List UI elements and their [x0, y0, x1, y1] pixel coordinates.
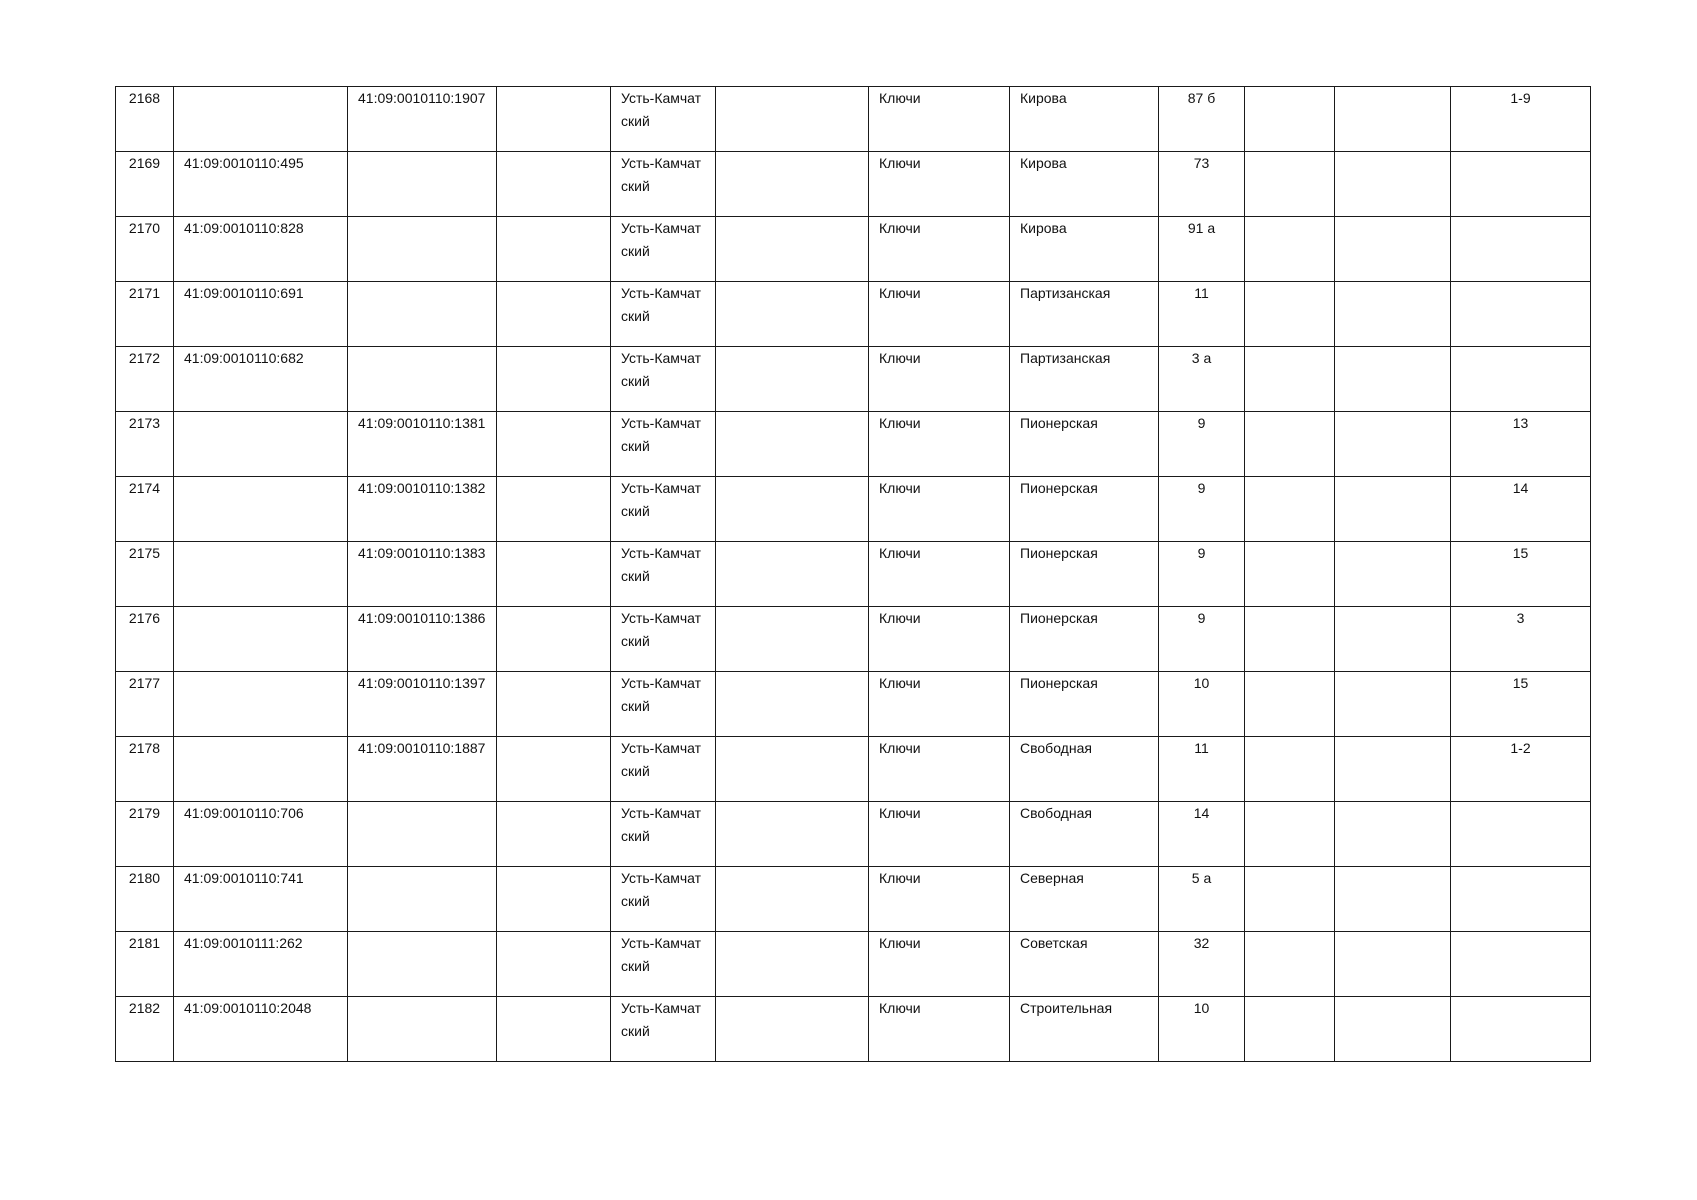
street-cell: Партизанская	[1010, 282, 1159, 347]
empty-cell	[716, 672, 869, 737]
table-row	[116, 997, 1591, 1062]
empty-cell	[1335, 867, 1451, 932]
empty-cell	[1245, 737, 1335, 802]
empty-cell	[1245, 412, 1335, 477]
settlement-cell: Ключи	[869, 997, 1010, 1062]
settlement-cell: Ключи	[869, 477, 1010, 542]
settlement-cell: Ключи	[869, 867, 1010, 932]
apartment-cell	[1451, 932, 1591, 997]
row-number-cell: 2171	[116, 282, 174, 347]
apartment-cell: 15	[1451, 542, 1591, 607]
district-cell: Усть-Камчатский	[611, 932, 716, 997]
cadastral-number-premises-cell	[348, 802, 497, 867]
cadastral-number-premises-cell: 41:09:0010110:1397	[348, 672, 497, 737]
cadastral-number-cell	[174, 607, 348, 672]
street-cell: Кирова	[1010, 217, 1159, 282]
apartment-cell: 1-9	[1451, 87, 1591, 152]
house-number-cell: 9	[1159, 412, 1245, 477]
house-number-cell: 10	[1159, 997, 1245, 1062]
cadastral-number-premises-cell	[348, 867, 497, 932]
house-number-cell: 32	[1159, 932, 1245, 997]
street-cell: Партизанская	[1010, 347, 1159, 412]
apartment-cell	[1451, 802, 1591, 867]
cadastral-number-premises-cell: 41:09:0010110:1887	[348, 737, 497, 802]
street-cell: Пионерская	[1010, 672, 1159, 737]
empty-cell	[1245, 477, 1335, 542]
empty-cell	[1335, 932, 1451, 997]
table-row	[116, 477, 1591, 542]
apartment-cell	[1451, 997, 1591, 1062]
table-row	[116, 542, 1591, 607]
empty-cell	[1335, 802, 1451, 867]
empty-cell	[716, 347, 869, 412]
house-number-cell: 11	[1159, 282, 1245, 347]
cadastral-number-cell	[174, 87, 348, 152]
empty-cell	[716, 867, 869, 932]
empty-cell	[497, 282, 611, 347]
settlement-cell: Ключи	[869, 217, 1010, 282]
district-cell: Усть-Камчатский	[611, 542, 716, 607]
empty-cell	[716, 282, 869, 347]
district-cell: Усть-Камчатский	[611, 217, 716, 282]
settlement-cell: Ключи	[869, 282, 1010, 347]
district-cell: Усть-Камчатский	[611, 412, 716, 477]
cadastral-number-premises-cell	[348, 997, 497, 1062]
table-row	[116, 737, 1591, 802]
table-row	[116, 867, 1591, 932]
empty-cell	[1335, 282, 1451, 347]
empty-cell	[497, 542, 611, 607]
district-cell: Усть-Камчатский	[611, 152, 716, 217]
street-cell: Пионерская	[1010, 542, 1159, 607]
row-number-cell: 2177	[116, 672, 174, 737]
empty-cell	[497, 997, 611, 1062]
cadastral-number-cell: 41:09:0010110:741	[174, 867, 348, 932]
apartment-cell: 13	[1451, 412, 1591, 477]
house-number-cell: 14	[1159, 802, 1245, 867]
settlement-cell: Ключи	[869, 152, 1010, 217]
district-cell: Усть-Камчатский	[611, 87, 716, 152]
empty-cell	[1335, 412, 1451, 477]
table-row	[116, 347, 1591, 412]
empty-cell	[497, 607, 611, 672]
empty-cell	[1245, 87, 1335, 152]
house-number-cell: 87 б	[1159, 87, 1245, 152]
apartment-cell: 15	[1451, 672, 1591, 737]
cadastral-number-cell	[174, 672, 348, 737]
cadastral-number-cell: 41:09:0010110:691	[174, 282, 348, 347]
table-row	[116, 152, 1591, 217]
empty-cell	[497, 217, 611, 282]
table-row	[116, 87, 1591, 152]
house-number-cell: 5 а	[1159, 867, 1245, 932]
empty-cell	[1335, 477, 1451, 542]
empty-cell	[497, 737, 611, 802]
apartment-cell: 1-2	[1451, 737, 1591, 802]
row-number-cell: 2175	[116, 542, 174, 607]
row-number-cell: 2169	[116, 152, 174, 217]
district-cell: Усть-Камчатский	[611, 477, 716, 542]
house-number-cell: 11	[1159, 737, 1245, 802]
street-cell: Строительная	[1010, 997, 1159, 1062]
cadastral-number-premises-cell: 41:09:0010110:1386	[348, 607, 497, 672]
empty-cell	[716, 217, 869, 282]
empty-cell	[716, 542, 869, 607]
empty-cell	[1335, 217, 1451, 282]
empty-cell	[1245, 607, 1335, 672]
empty-cell	[716, 412, 869, 477]
empty-cell	[497, 802, 611, 867]
empty-cell	[1335, 152, 1451, 217]
apartment-cell	[1451, 347, 1591, 412]
empty-cell	[497, 672, 611, 737]
cadastral-number-cell: 41:09:0010111:262	[174, 932, 348, 997]
table-row	[116, 672, 1591, 737]
row-number-cell: 2168	[116, 87, 174, 152]
cadastral-number-cell: 41:09:0010110:2048	[174, 997, 348, 1062]
street-cell: Кирова	[1010, 87, 1159, 152]
empty-cell	[716, 802, 869, 867]
cadastral-number-cell: 41:09:0010110:828	[174, 217, 348, 282]
settlement-cell: Ключи	[869, 932, 1010, 997]
district-cell: Усть-Камчатский	[611, 282, 716, 347]
empty-cell	[497, 932, 611, 997]
row-number-cell: 2172	[116, 347, 174, 412]
district-cell: Усть-Камчатский	[611, 607, 716, 672]
row-number-cell: 2182	[116, 997, 174, 1062]
street-cell: Пионерская	[1010, 477, 1159, 542]
empty-cell	[1335, 672, 1451, 737]
cadastral-number-cell	[174, 737, 348, 802]
house-number-cell: 9	[1159, 542, 1245, 607]
settlement-cell: Ключи	[869, 412, 1010, 477]
street-cell: Советская	[1010, 932, 1159, 997]
district-cell: Усть-Камчатский	[611, 997, 716, 1062]
empty-cell	[497, 867, 611, 932]
cadastral-number-premises-cell: 41:09:0010110:1383	[348, 542, 497, 607]
cadastral-number-premises-cell: 41:09:0010110:1907	[348, 87, 497, 152]
district-cell: Усть-Камчатский	[611, 347, 716, 412]
cadastral-number-cell: 41:09:0010110:706	[174, 802, 348, 867]
settlement-cell: Ключи	[869, 802, 1010, 867]
empty-cell	[1335, 542, 1451, 607]
row-number-cell: 2181	[116, 932, 174, 997]
empty-cell	[716, 932, 869, 997]
table-row	[116, 217, 1591, 282]
empty-cell	[716, 477, 869, 542]
empty-cell	[1245, 997, 1335, 1062]
empty-cell	[1245, 152, 1335, 217]
row-number-cell: 2180	[116, 867, 174, 932]
cadastral-number-premises-cell	[348, 282, 497, 347]
empty-cell	[716, 737, 869, 802]
street-cell: Свободная	[1010, 737, 1159, 802]
district-cell: Усть-Камчатский	[611, 737, 716, 802]
table-body	[116, 87, 1591, 1062]
cadastral-number-cell: 41:09:0010110:495	[174, 152, 348, 217]
empty-cell	[1245, 347, 1335, 412]
cadastral-number-premises-cell: 41:09:0010110:1382	[348, 477, 497, 542]
empty-cell	[716, 87, 869, 152]
row-number-cell: 2173	[116, 412, 174, 477]
table-row	[116, 607, 1591, 672]
apartment-cell: 14	[1451, 477, 1591, 542]
house-number-cell: 10	[1159, 672, 1245, 737]
table-row	[116, 282, 1591, 347]
table-row	[116, 802, 1591, 867]
district-cell: Усть-Камчатский	[611, 867, 716, 932]
empty-cell	[497, 477, 611, 542]
apartment-cell	[1451, 867, 1591, 932]
settlement-cell: Ключи	[869, 87, 1010, 152]
empty-cell	[716, 997, 869, 1062]
cadastral-number-cell	[174, 412, 348, 477]
cadastral-number-premises-cell	[348, 932, 497, 997]
empty-cell	[1335, 347, 1451, 412]
street-cell: Кирова	[1010, 152, 1159, 217]
empty-cell	[1245, 867, 1335, 932]
empty-cell	[716, 607, 869, 672]
apartment-cell	[1451, 217, 1591, 282]
street-cell: Свободная	[1010, 802, 1159, 867]
empty-cell	[1335, 607, 1451, 672]
settlement-cell: Ключи	[869, 347, 1010, 412]
cadastral-number-premises-cell	[348, 152, 497, 217]
empty-cell	[1245, 932, 1335, 997]
table-row	[116, 412, 1591, 477]
settlement-cell: Ключи	[869, 542, 1010, 607]
street-cell: Пионерская	[1010, 607, 1159, 672]
apartment-cell	[1451, 282, 1591, 347]
cadastral-number-cell	[174, 477, 348, 542]
apartment-cell	[1451, 152, 1591, 217]
settlement-cell: Ключи	[869, 737, 1010, 802]
district-cell: Усть-Камчатский	[611, 672, 716, 737]
settlement-cell: Ключи	[869, 607, 1010, 672]
house-number-cell: 9	[1159, 607, 1245, 672]
empty-cell	[497, 87, 611, 152]
row-number-cell: 2176	[116, 607, 174, 672]
row-number-cell: 2179	[116, 802, 174, 867]
cadastral-number-cell: 41:09:0010110:682	[174, 347, 348, 412]
street-cell: Пионерская	[1010, 412, 1159, 477]
empty-cell	[1335, 737, 1451, 802]
empty-cell	[1245, 802, 1335, 867]
apartment-cell: 3	[1451, 607, 1591, 672]
house-number-cell: 3 а	[1159, 347, 1245, 412]
empty-cell	[497, 347, 611, 412]
house-number-cell: 91 а	[1159, 217, 1245, 282]
row-number-cell: 2178	[116, 737, 174, 802]
empty-cell	[1335, 997, 1451, 1062]
row-number-cell: 2174	[116, 477, 174, 542]
empty-cell	[716, 152, 869, 217]
house-number-cell: 9	[1159, 477, 1245, 542]
district-cell: Усть-Камчатский	[611, 802, 716, 867]
house-number-cell: 73	[1159, 152, 1245, 217]
cadastral-number-premises-cell	[348, 217, 497, 282]
cadastral-number-premises-cell	[348, 347, 497, 412]
empty-cell	[1335, 87, 1451, 152]
empty-cell	[1245, 282, 1335, 347]
empty-cell	[1245, 672, 1335, 737]
empty-cell	[497, 412, 611, 477]
street-cell: Северная	[1010, 867, 1159, 932]
table-row	[116, 932, 1591, 997]
empty-cell	[1245, 542, 1335, 607]
settlement-cell: Ключи	[869, 672, 1010, 737]
cadastral-number-cell	[174, 542, 348, 607]
cadastral-number-premises-cell: 41:09:0010110:1381	[348, 412, 497, 477]
row-number-cell: 2170	[116, 217, 174, 282]
empty-cell	[497, 152, 611, 217]
registry-table	[115, 86, 1591, 1062]
empty-cell	[1245, 217, 1335, 282]
